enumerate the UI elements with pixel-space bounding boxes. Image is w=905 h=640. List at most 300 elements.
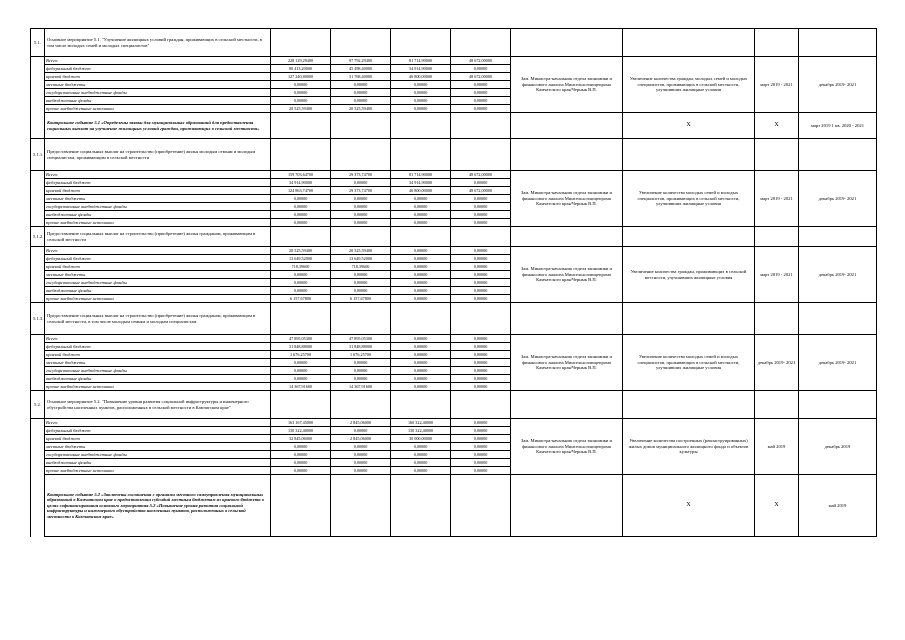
program-table [30, 28, 877, 537]
funding-value: 0,00000 [451, 459, 511, 467]
empty-cell [391, 391, 451, 419]
empty-cell [755, 391, 799, 419]
start-date: декабрь 2019- 2021 [755, 335, 799, 391]
funding-value: 0,00000 [391, 335, 451, 343]
empty-cell [331, 113, 391, 139]
funding-value: 0,00000 [391, 443, 451, 451]
empty-cell [451, 113, 511, 139]
control-event-text: Контрольное событие 5.2 «Заключены соглашения с органами местного самоуправления муниципальных образований в Камчатском крае о предоставлении субсидий местным бюджетам из краевого бюджета в целях софинансирования основного мероприятия 5.2 «Повышение уровня развития социальной инфраструктуры и инженерного обустройства населенных пунктов, расположенных в сельской местности в Камчатском крае» [45, 475, 271, 537]
empty-cell [391, 303, 451, 335]
funding-value: 0,00000 [391, 203, 451, 211]
funding-value: 0,00000 [331, 219, 391, 227]
funding-source-label: федеральный бюджет [45, 427, 271, 435]
funding-source-label: краевой бюджет [45, 351, 271, 359]
funding-value: 124 863,74700 [271, 187, 331, 195]
funding-value: 0,00000 [451, 375, 511, 383]
empty-cell [799, 139, 877, 171]
funding-value: 0,00000 [451, 219, 511, 227]
funding-value: 228 129,29400 [271, 57, 331, 65]
funding-value: 31 768,40000 [331, 73, 391, 81]
funding-value: 2 845,06000 [331, 435, 391, 443]
funding-value: 0,00000 [391, 271, 451, 279]
responsible-executor: Зам. Министра-начальник отдела экономики и финансового анализа Минсельхозпищепрома Камчатского края/Чернык В.П. [511, 335, 623, 391]
funding-value: 20 525,59400 [271, 105, 331, 113]
event-date: март 2019 1 кв. 2020 - 2021 [799, 113, 877, 139]
funding-value: 0,00000 [451, 89, 511, 97]
funding-value: 46 800,00000 [391, 187, 451, 195]
empty-cell [799, 303, 877, 335]
expected-result: Увеличение количества молодых семей и молодых специалистов, проживающих в сельской местности, улучшивших жилищные условия [623, 335, 755, 391]
empty-cell [271, 139, 331, 171]
section-title-row [31, 227, 877, 247]
empty-cell [331, 303, 391, 335]
funding-value: 0,00000 [451, 81, 511, 89]
responsible-executor: Зам. Министра-начальник отдела экономики и финансового анализа Минсельхозпищепрома Камчатского края/Чернык В.П. [511, 247, 623, 303]
empty-cell [391, 139, 451, 171]
empty-cell [391, 227, 451, 247]
empty-cell [31, 467, 45, 475]
empty-cell [755, 227, 799, 247]
empty-cell [331, 391, 391, 419]
empty-cell [271, 29, 331, 57]
funding-value: 0,00000 [331, 287, 391, 295]
table-body [31, 29, 877, 537]
empty-cell [31, 263, 45, 271]
empty-cell [391, 475, 451, 537]
empty-cell [451, 391, 511, 419]
empty-cell [391, 113, 451, 139]
empty-cell [31, 295, 45, 303]
funding-value: 0,00000 [451, 443, 511, 451]
empty-cell [31, 195, 45, 203]
section-title-row [31, 29, 877, 57]
funding-source-label: Всего: [45, 247, 271, 255]
empty-cell [31, 105, 45, 113]
empty-cell [31, 383, 45, 391]
empty-cell [623, 391, 755, 419]
funding-value: 0,00000 [451, 211, 511, 219]
funding-value: 0,00000 [451, 65, 511, 73]
funding-value: 0,00000 [331, 279, 391, 287]
funding-value: 0,00000 [331, 81, 391, 89]
empty-cell [755, 139, 799, 171]
empty-cell [31, 57, 45, 65]
funding-value: 0,00000 [331, 211, 391, 219]
x-mark: Х [755, 113, 799, 139]
empty-cell [31, 375, 45, 383]
empty-cell [31, 279, 45, 287]
empty-cell [799, 391, 877, 419]
section-title-row [31, 139, 877, 171]
empty-cell [31, 247, 45, 255]
funding-value: 0,00000 [451, 179, 511, 187]
funding-value: 0,00000 [451, 419, 511, 427]
funding-value: 0,00000 [271, 359, 331, 367]
section-code: 5.1.2. [31, 227, 45, 247]
end-date: декабрь 2019- 2021 [799, 171, 877, 227]
funding-source-label: федеральный бюджет [45, 65, 271, 73]
funding-value: 0,00000 [451, 255, 511, 263]
section-title: Основное мероприятие 5.1. "Улучшение жилищных условий граждан, проживающих в сельской местности, в том числе молодых семей и молодых специалистов" [45, 29, 271, 57]
empty-cell [271, 113, 331, 139]
funding-value: 0,00000 [331, 451, 391, 459]
funding-value: 0,00000 [331, 427, 391, 435]
expected-result: Увеличение количества граждан, проживающих в сельской местности, улучшивших жилищные условия [623, 247, 755, 303]
funding-value: 6 157,67800 [271, 295, 331, 303]
funding-source-label: прочие внебюджетные источники [45, 383, 271, 391]
funding-source-label: прочие внебюджетные источники [45, 219, 271, 227]
funding-source-label: местные бюджеты [45, 195, 271, 203]
funding-value: 0,00000 [331, 367, 391, 375]
funding-value: 1 676,25700 [271, 351, 331, 359]
funding-source-label: местные бюджеты [45, 81, 271, 89]
funding-source-label: краевой бюджет [45, 187, 271, 195]
funding-value: 20 525,59400 [331, 247, 391, 255]
funding-value: 0,00000 [451, 383, 511, 391]
funding-value: 48 672,00000 [451, 171, 511, 179]
end-date: декабрь 2019 [799, 419, 877, 475]
funding-source-label: краевой бюджет [45, 435, 271, 443]
empty-cell [511, 29, 623, 57]
start-date: март 2019 - 2021 [755, 57, 799, 113]
funding-value: 0,00000 [451, 335, 511, 343]
funding-value: 0,00000 [451, 263, 511, 271]
empty-cell [31, 459, 45, 467]
control-event-row [31, 113, 877, 139]
empty-cell [31, 351, 45, 359]
start-date: март 2019 - 2021 [755, 247, 799, 303]
funding-value: 0,00000 [451, 195, 511, 203]
funding-value: 0,00000 [271, 219, 331, 227]
empty-cell [31, 65, 45, 73]
empty-cell [31, 203, 45, 211]
expected-result: Увеличение количества граждан, молодых семей и молодых специалистов, проживающих в сельской местности, улучшивших жилищные условия [623, 57, 755, 113]
funding-value: 0,00000 [271, 97, 331, 105]
section-title: Предоставление социальных выплат на строительство (приобретение) жилья молодым семьям и молодым специалистам, проживающим в сельской местности [45, 139, 271, 171]
empty-cell [755, 29, 799, 57]
empty-cell [623, 29, 755, 57]
empty-cell [31, 475, 45, 537]
funding-value: 20 525,59400 [331, 105, 391, 113]
funding-row [31, 335, 877, 343]
funding-source-label: внебюджетные фонды [45, 287, 271, 295]
empty-cell [31, 427, 45, 435]
empty-cell [623, 139, 755, 171]
funding-value: 0,00000 [391, 81, 451, 89]
funding-source-label: федеральный бюджет [45, 255, 271, 263]
funding-value: 34 914,90000 [271, 179, 331, 187]
empty-cell [451, 475, 511, 537]
funding-value: 0,00000 [331, 375, 391, 383]
empty-cell [623, 227, 755, 247]
funding-value: 0,00000 [331, 467, 391, 475]
empty-cell [331, 29, 391, 57]
funding-source-label: прочие внебюджетные источники [45, 467, 271, 475]
funding-value: 0,00000 [391, 295, 451, 303]
funding-value: 0,00000 [391, 467, 451, 475]
empty-cell [31, 287, 45, 295]
funding-source-label: внебюджетные фонды [45, 211, 271, 219]
section-title: Основное мероприятие 5.2. "Повышение уровня развития социальной инфраструктуры и инженерного обустройства населенных пунктов, расположенных в сельской местности в Камчатском крае" [45, 391, 271, 419]
funding-value: 130 322,40000 [391, 427, 451, 435]
section-title-row [31, 303, 877, 335]
x-mark: Х [623, 475, 755, 537]
empty-cell [31, 97, 45, 105]
empty-cell [31, 113, 45, 139]
funding-value: 0,00000 [451, 247, 511, 255]
x-mark: Х [755, 475, 799, 537]
funding-source-label: федеральный бюджет [45, 179, 271, 187]
funding-value: 29 373,74700 [331, 187, 391, 195]
responsible-executor: Зам. Министра-начальник отдела экономики и финансового анализа Минсельхозпищепрома Камчатского края/Чернык В.П. [511, 419, 623, 475]
empty-cell [755, 303, 799, 335]
funding-value: 0,00000 [271, 203, 331, 211]
empty-cell [31, 211, 45, 219]
empty-cell [391, 29, 451, 57]
funding-source-label: внебюджетные фонды [45, 375, 271, 383]
empty-cell [511, 391, 623, 419]
funding-value: 14 367,91600 [271, 383, 331, 391]
empty-cell [31, 419, 45, 427]
funding-value: 0,00000 [271, 459, 331, 467]
funding-value: 47 895,05300 [331, 335, 391, 343]
funding-value: 13 649,52000 [331, 255, 391, 263]
end-date: декабрь 2019- 2021 [799, 335, 877, 391]
empty-cell [31, 435, 45, 443]
funding-value: 0,00000 [391, 287, 451, 295]
funding-value: 29 373,74700 [331, 171, 391, 179]
funding-value: 0,00000 [271, 211, 331, 219]
funding-value: 81 714,90000 [391, 57, 451, 65]
funding-value: 0,00000 [451, 279, 511, 287]
funding-value: 0,00000 [451, 435, 511, 443]
funding-row [31, 419, 877, 427]
funding-value: 0,00000 [331, 459, 391, 467]
control-event-text: Контрольное событие 5.1 «Определены заявки для муниципальных образований для предоставления социальных выплат на улучшение жилищных условий граждан, проживающих в сельской местности» [45, 113, 271, 139]
funding-value: 46 800,00000 [391, 73, 451, 81]
empty-cell [511, 303, 623, 335]
end-date: декабрь 2019- 2021 [799, 57, 877, 113]
funding-value: 0,00000 [451, 451, 511, 459]
empty-cell [31, 73, 45, 81]
funding-value: 130 322,40000 [271, 427, 331, 435]
empty-cell [451, 227, 511, 247]
funding-value: 0,00000 [271, 443, 331, 451]
funding-value: 0,00000 [271, 367, 331, 375]
funding-value: 0,00000 [451, 343, 511, 351]
empty-cell [31, 367, 45, 375]
funding-source-label: краевой бюджет [45, 263, 271, 271]
empty-cell [31, 271, 45, 279]
funding-value: 0,00000 [271, 375, 331, 383]
funding-value: 0,00000 [271, 81, 331, 89]
empty-cell [31, 179, 45, 187]
funding-source-label: прочие внебюджетные источники [45, 105, 271, 113]
funding-source-label: Всего: [45, 171, 271, 179]
funding-value: 0,00000 [391, 211, 451, 219]
funding-value: 0,00000 [451, 97, 511, 105]
funding-value: 0,00000 [271, 451, 331, 459]
funding-source-label: Всего: [45, 335, 271, 343]
document-sheet [30, 28, 876, 628]
funding-value: 0,00000 [391, 105, 451, 113]
funding-value: 30 000,00000 [391, 435, 451, 443]
funding-value: 0,00000 [391, 459, 451, 467]
funding-value: 20 525,59400 [271, 247, 331, 255]
funding-value: 0,00000 [451, 367, 511, 375]
empty-cell [331, 227, 391, 247]
funding-value: 80 413,20000 [271, 65, 331, 73]
section-code: 5.1.3. [31, 303, 45, 335]
funding-source-label: федеральный бюджет [45, 343, 271, 351]
funding-value: 0,00000 [331, 89, 391, 97]
empty-cell [31, 171, 45, 179]
funding-value: 0,00000 [451, 295, 511, 303]
empty-cell [623, 303, 755, 335]
funding-value: 163 167,45000 [271, 419, 331, 427]
funding-value: 0,00000 [331, 271, 391, 279]
funding-value: 6 157,67800 [331, 295, 391, 303]
funding-value: 2 845,06000 [331, 419, 391, 427]
funding-value: 0,00000 [391, 451, 451, 459]
funding-source-label: внебюджетные фонды [45, 97, 271, 105]
funding-source-label: местные бюджеты [45, 359, 271, 367]
funding-value: 0,00000 [331, 443, 391, 451]
funding-value: 718,39600 [271, 263, 331, 271]
expected-result: Увеличение количества построенных (реконструированных) жилых домов муниципального жилищного фонда и объектов культуры [623, 419, 755, 475]
funding-value: 34 914,90000 [391, 179, 451, 187]
funding-value: 34 914,90000 [391, 65, 451, 73]
empty-cell [451, 303, 511, 335]
funding-source-label: государственные внебюджетные фонды [45, 279, 271, 287]
funding-row [31, 57, 877, 65]
funding-source-label: государственные внебюджетные фонды [45, 451, 271, 459]
funding-value: 718,39600 [331, 263, 391, 271]
empty-cell [271, 303, 331, 335]
section-code: 5.2. [31, 391, 45, 419]
funding-row [31, 247, 877, 255]
start-date: май 2019 [755, 419, 799, 475]
section-code: 5.1.1. [31, 139, 45, 171]
funding-source-label: Всего: [45, 419, 271, 427]
funding-value: 48 672,00000 [451, 57, 511, 65]
funding-value: 48 672,00000 [451, 187, 511, 195]
empty-cell [511, 139, 623, 171]
funding-value: 0,00000 [451, 351, 511, 359]
funding-source-label: прочие внебюджетные источники [45, 295, 271, 303]
funding-value: 32 845,06000 [271, 435, 331, 443]
funding-row [31, 171, 877, 179]
funding-value: 0,00000 [391, 351, 451, 359]
funding-value: 0,00000 [451, 427, 511, 435]
empty-cell [31, 81, 45, 89]
funding-value: 1 676,25700 [331, 351, 391, 359]
funding-source-label: местные бюджеты [45, 271, 271, 279]
funding-value: 0,00000 [391, 263, 451, 271]
funding-value: 45 498,40000 [331, 65, 391, 73]
funding-value: 0,00000 [451, 359, 511, 367]
funding-value: 0,00000 [451, 287, 511, 295]
funding-value: 0,00000 [271, 287, 331, 295]
empty-cell [799, 29, 877, 57]
empty-cell [271, 391, 331, 419]
empty-cell [31, 451, 45, 459]
funding-value: 0,00000 [391, 375, 451, 383]
empty-cell [31, 255, 45, 263]
empty-cell [451, 29, 511, 57]
funding-value: 0,00000 [391, 359, 451, 367]
empty-cell [511, 113, 623, 139]
funding-value: 159 703,64700 [271, 171, 331, 179]
funding-source-label: местные бюджеты [45, 443, 271, 451]
empty-cell [331, 139, 391, 171]
funding-value: 81 714,90000 [391, 171, 451, 179]
funding-value: 0,00000 [451, 467, 511, 475]
funding-value: 0,00000 [391, 97, 451, 105]
empty-cell [271, 475, 331, 537]
empty-cell [31, 359, 45, 367]
funding-value: 0,00000 [391, 383, 451, 391]
funding-value: 97 792,29400 [331, 57, 391, 65]
section-title: Предоставление социальных выплат на строительство (приобретение) жилья гражданам, проживающим в сельской местности, в том числе молодым семьям и молодым специалистам [45, 303, 271, 335]
funding-value: 0,00000 [391, 255, 451, 263]
empty-cell [451, 139, 511, 171]
funding-source-label: внебюджетные фонды [45, 459, 271, 467]
empty-cell [31, 89, 45, 97]
funding-value: 0,00000 [331, 97, 391, 105]
funding-source-label: Всего: [45, 57, 271, 65]
start-date: март 2019 - 2021 [755, 171, 799, 227]
funding-value: 0,00000 [391, 279, 451, 287]
funding-source-label: государственные внебюджетные фонды [45, 89, 271, 97]
funding-value: 0,00000 [391, 195, 451, 203]
empty-cell [331, 475, 391, 537]
control-event-row [31, 475, 877, 537]
funding-value: 0,00000 [391, 89, 451, 97]
funding-source-label: краевой бюджет [45, 73, 271, 81]
empty-cell [271, 227, 331, 247]
funding-source-label: государственные внебюджетные фонды [45, 367, 271, 375]
funding-value: 0,00000 [451, 105, 511, 113]
funding-value: 31 848,88000 [331, 343, 391, 351]
empty-cell [31, 343, 45, 351]
funding-value: 0,00000 [451, 203, 511, 211]
funding-value: 0,00000 [271, 271, 331, 279]
funding-value: 0,00000 [391, 219, 451, 227]
event-date: май 2019 [799, 475, 877, 537]
funding-value: 0,00000 [271, 89, 331, 97]
funding-value: 0,00000 [271, 467, 331, 475]
responsible-executor: Зам. Министра-начальник отдела экономики и финансового анализа Минсельхозпищепрома Камчатского края/Чернык В.П. [511, 57, 623, 113]
empty-cell [511, 475, 623, 537]
funding-value: 127 240,80000 [271, 73, 331, 81]
funding-value: 0,00000 [271, 279, 331, 287]
responsible-executor: Зам. Министра-начальник отдела экономики и финансового анализа Минсельхозпищепрома Камчатского края/Чернык В.П. [511, 171, 623, 227]
x-mark: Х [623, 113, 755, 139]
funding-source-label: государственные внебюджетные фонды [45, 203, 271, 211]
empty-cell [31, 219, 45, 227]
funding-value: 160 322,40000 [391, 419, 451, 427]
section-title-row [31, 391, 877, 419]
empty-cell [511, 227, 623, 247]
funding-value: 0,00000 [271, 195, 331, 203]
empty-cell [31, 443, 45, 451]
empty-cell [799, 227, 877, 247]
section-title: Предоставление социальных выплат на строительство (приобретение) жилья гражданам, проживающим в сельской местности [45, 227, 271, 247]
end-date: декабрь 2019- 2021 [799, 247, 877, 303]
empty-cell [31, 335, 45, 343]
funding-value: 0,00000 [331, 203, 391, 211]
